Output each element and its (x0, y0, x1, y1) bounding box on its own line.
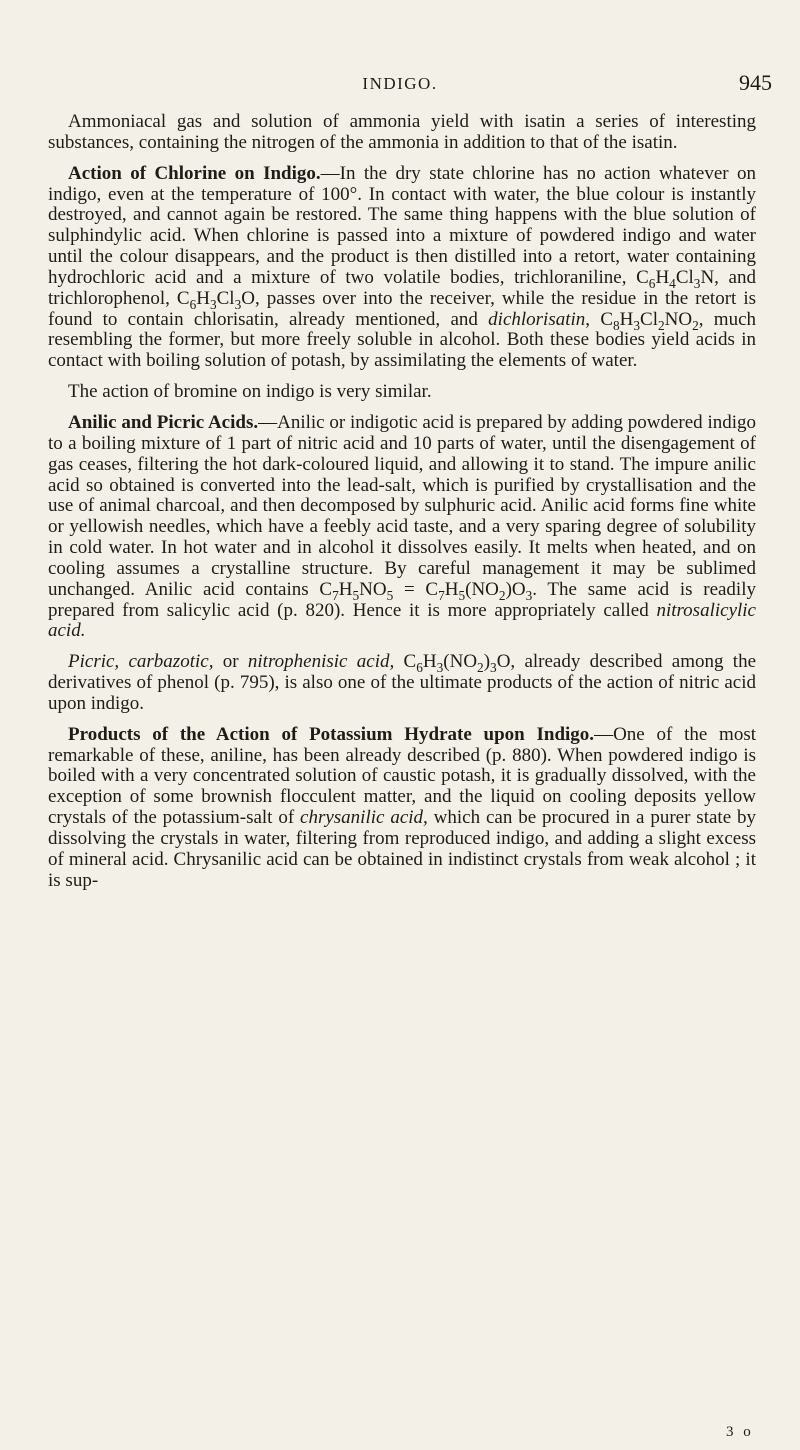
paragraph-picric: Picric, carbazotic, or nitrophenisic acid, $C_6H_3(NO_2)_3O$, already described among the derivatives of phenol (p. 795), is also one of the ultimate products of the action of nitric acid upon indigo. (48, 651, 757, 714)
paragraph-anilic-picric: Anilic and Picric Acids.—Anilic or indigotic acid is prepared by adding powdered indigo to a boiling mixture of 1 part of nitric acid and 10 parts of water, until the disengagement of gas ceases, filtering the hot dark-coloured liquid, and allowing it to stand. The impure anilic acid so obtained is converted into the lead-salt, which is purified by crystallisation and the use of animal charcoal, and then decomposed by sulphuric acid. Anilic acid forms fine white or yellowish needles, which have a feebly acid taste, and a very sparing degree of solubility in cold water. In hot water and in alcohol it dissolves easily. It melts when heated, and on cooling assumes a crystalline structure. By careful management it may be sublimed unchanged. Anilic acid contains $C_7H_5NO_5 = C_7H_5(NO_2)O_3$. The same acid is readily prepared from salicylic acid (p. 820). Hence it is more appropriately called nitrosalicylic acid. (48, 411, 756, 642)
page-header (0, 70, 800, 100)
section-heading-anilic: Anilic and Picric Acids. (68, 411, 259, 433)
section-heading-chlorine: Action of Chlorine on Indigo. (68, 162, 321, 184)
paragraph-potassium-hydrate: Products of the Action of Potassium Hydrate upon Indigo.—One of the most remarkable of these, aniline, has been already described (p. 880). When powdered indigo is boiled with a very concentrated solution of caustic potash, it is gradually dissolved, with the exception of some brownish flocculent matter, and the liquid on cooling deposits yellow crystals of the potassium-salt of chrysanilic acid, which can be procured in a purer state by dissolving the crystals in water, filtering from reproduced indigo, and adding a slight excess of mineral acid. Chrysanilic acid can be obtained in indistinct crystals from weak alcohol ; it is sup- (48, 723, 757, 891)
body-text (48, 112, 756, 892)
paragraph-ammoniacal-gas: Ammoniacal gas and solution of ammonia yield with isatin a series of interesting substances, containing the nitrogen of the ammonia in addition to that of the isatin. (48, 111, 756, 153)
signature-mark: 3 o (726, 1424, 754, 1440)
paragraph-chlorine-action: Action of Chlorine on Indigo.—In the dry state chlorine has no action whatever on indigo, even at the temperature of 100°. In contact with water, the blue colour is instantly destroyed, and cannot again be restored. The same thing happens with the blue solution of sulphindylic acid. When chlorine is passed into a mixture of powdered indigo and water until the colour disappears, and the product is then distilled into a retort, water containing hydrochloric acid and a mixture of two volatile bodies, trichloraniline, $C_6H_4Cl_3N$, and trichlorophenol, $C_6H_3Cl_3O$, passes over into the receiver, while the residue in the retort is found to contain chlorisatin, already mentioned, and dichlorisatin, $C_8H_3Cl_2NO_2$, much resembling the former, but more freely soluble in alcohol. Both these bodies yield acids in contact with boiling solution of potash, by assimilating the elements of water. (48, 162, 757, 372)
paragraph-bromine: The action of bromine on indigo is very similar. (68, 381, 432, 403)
running-title: INDIGO. (362, 74, 438, 93)
page-number: 945 (739, 70, 772, 95)
section-heading-potassium: Products of the Action of Potassium Hydrate upon Indigo. (68, 723, 595, 745)
